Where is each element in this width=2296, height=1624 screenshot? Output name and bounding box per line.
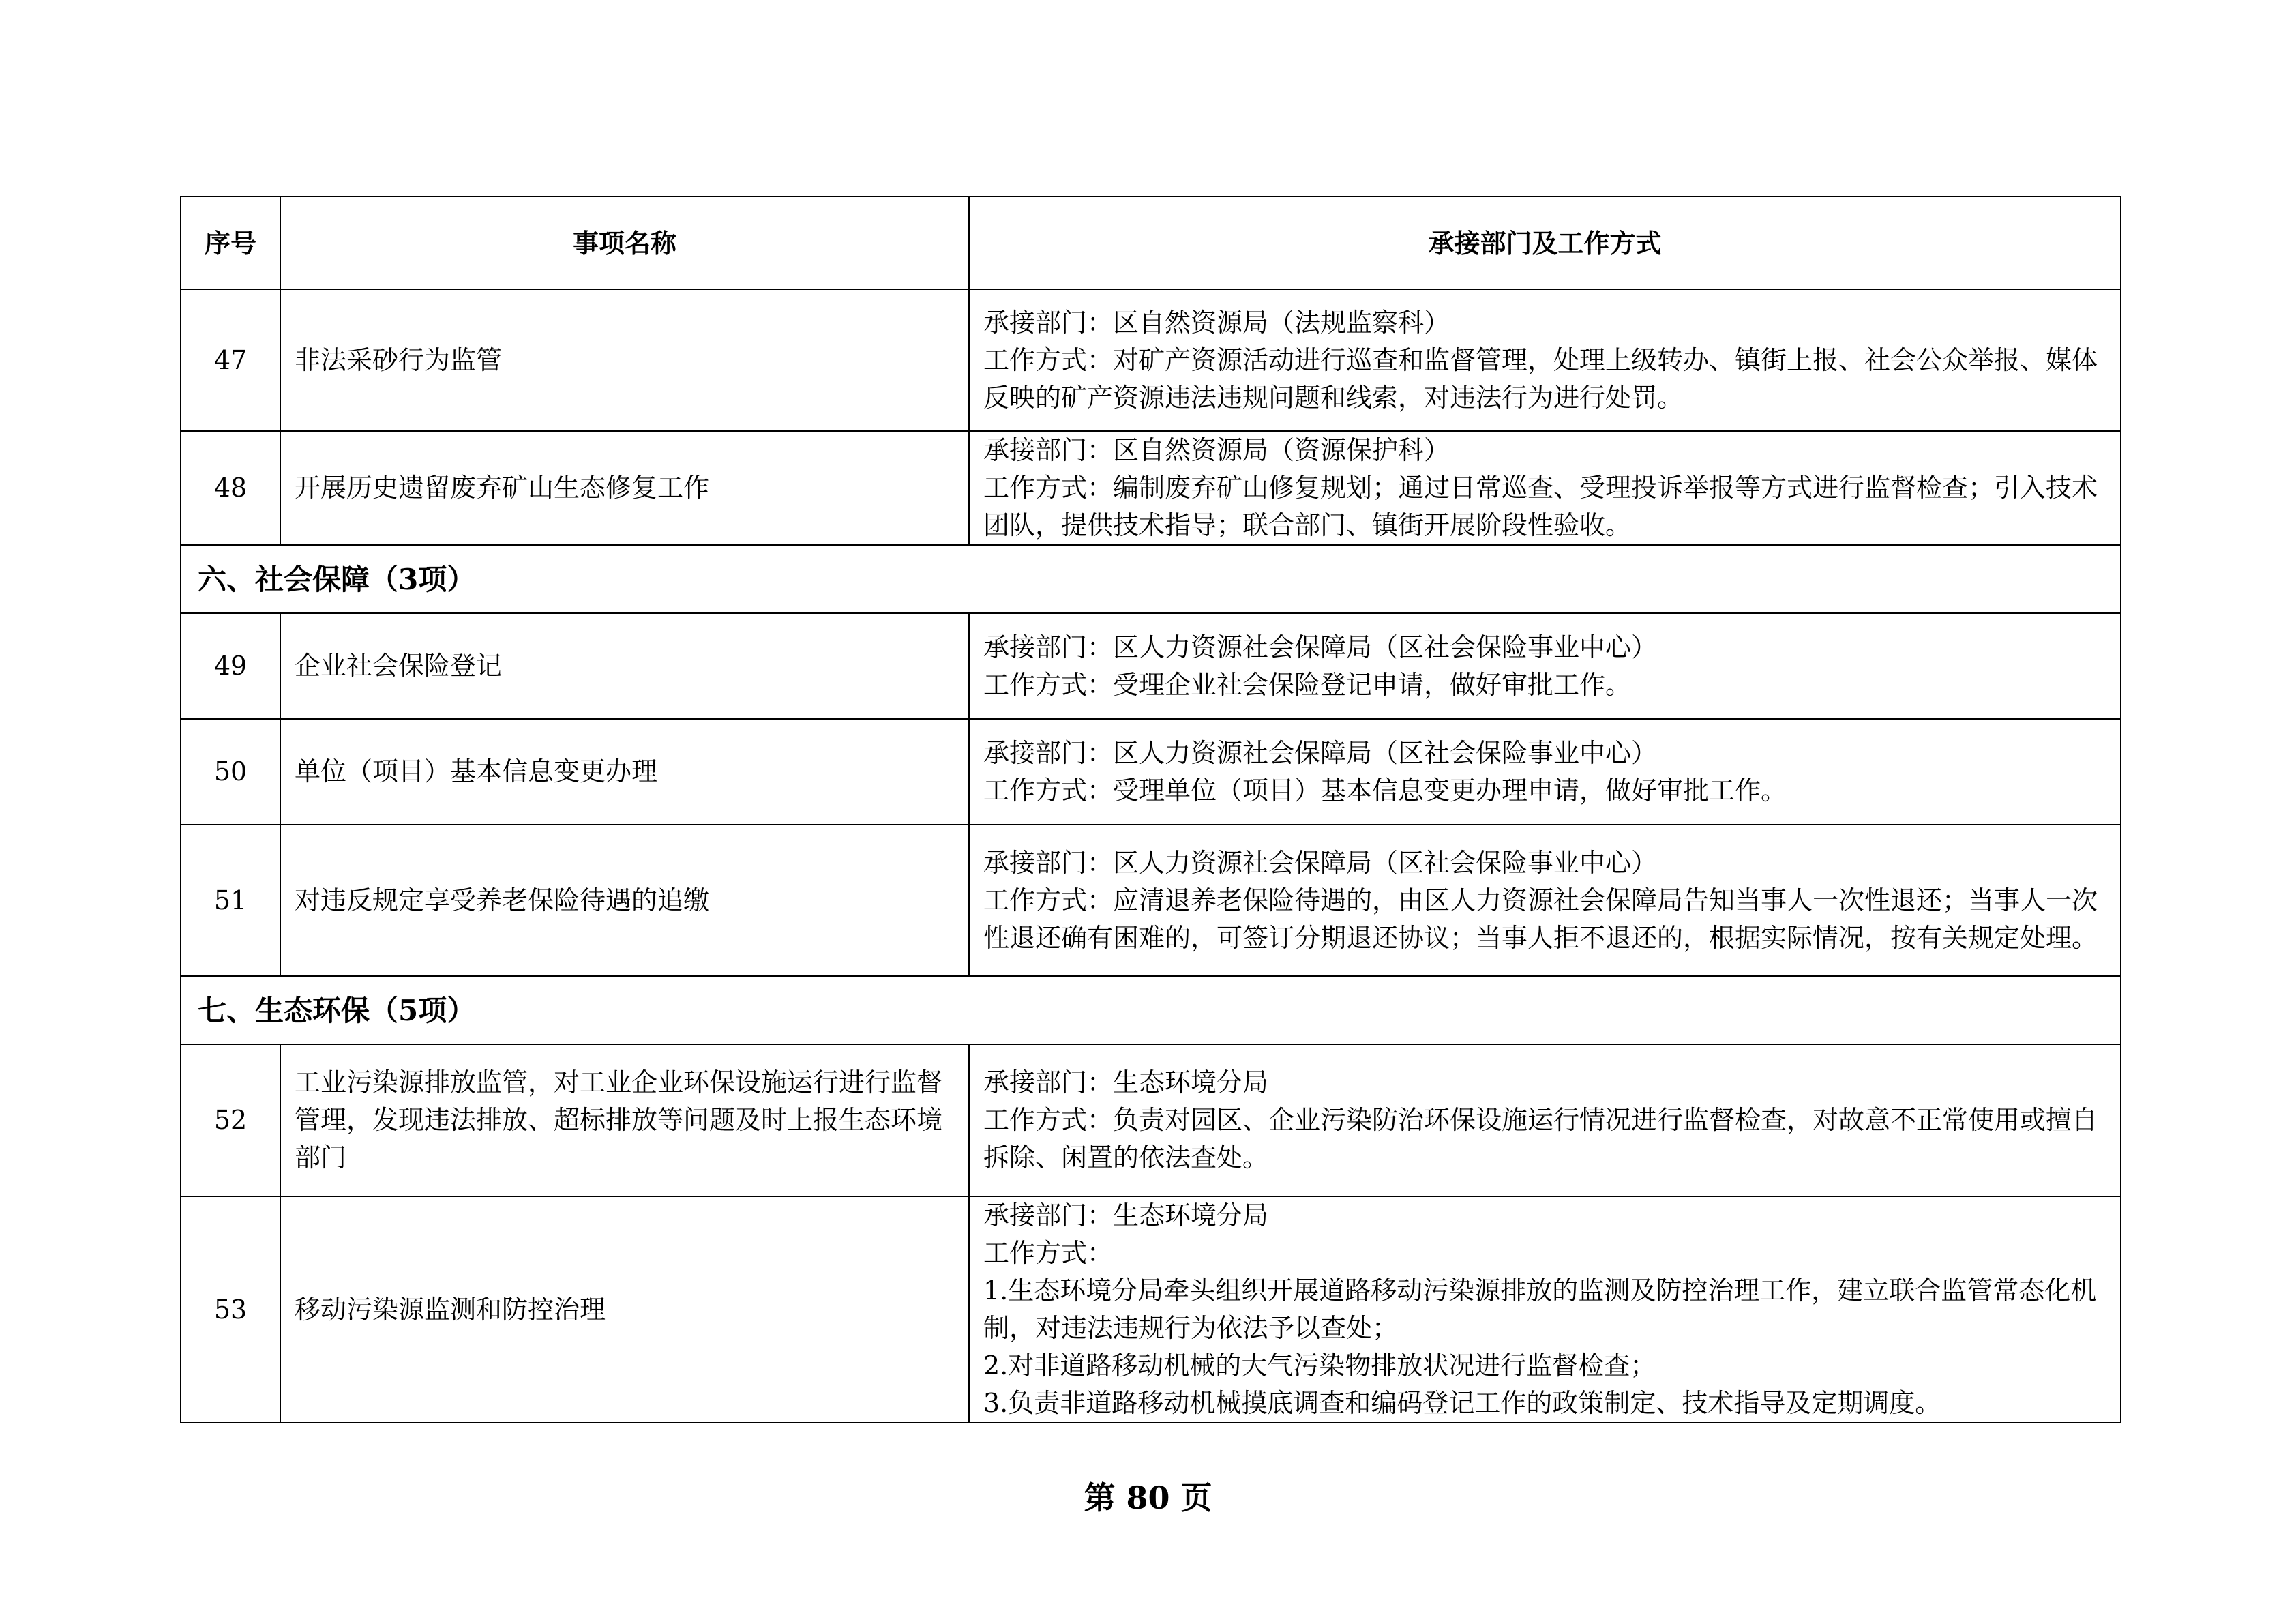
row-number: 47 xyxy=(181,289,280,431)
dept-text: 承接部门：区人力资源社会保障局（区社会保险事业中心） xyxy=(983,847,1658,878)
dept-text: 承接部门：区人力资源社会保障局（区社会保险事业中心） xyxy=(983,632,1658,662)
row-number: 53 xyxy=(181,1196,280,1423)
table-row xyxy=(181,719,2121,825)
row-number: 51 xyxy=(181,825,280,976)
table-row xyxy=(181,1044,2121,1196)
method-text: 工作方式：负责对园区、企业污染防治环保设施运行情况进行监督检查，对故意不正常使用或擅自拆除、闲置的依法查处。 xyxy=(983,1105,2098,1172)
table-row xyxy=(181,613,2121,719)
dept-text: 承接部门：生态环境分局 xyxy=(983,1067,1269,1097)
method-step: 3.负责非道路移动机械摸底调查和编码登记工作的政策制定、技术指导及定期调度。 xyxy=(983,1388,1941,1418)
item-name: 移动污染源监测和防控治理 xyxy=(280,1196,969,1423)
header-dept-method: 承接部门及工作方式 xyxy=(969,196,2121,289)
item-name: 工业污染源排放监管，对工业企业环保设施运行进行监督管理，发现违法排放、超标排放等问题及时上报生态环境部门 xyxy=(280,1044,969,1196)
dept-method-cell xyxy=(969,719,2121,825)
row-number: 52 xyxy=(181,1044,280,1196)
table-row xyxy=(181,1196,2121,1423)
item-name: 非法采砂行为监管 xyxy=(280,289,969,431)
table-row xyxy=(181,431,2121,545)
dept-text: 承接部门：区人力资源社会保障局（区社会保险事业中心） xyxy=(983,737,1658,768)
dept-text: 承接部门：区自然资源局（法规监察科） xyxy=(983,307,1450,338)
dept-method-cell xyxy=(969,289,2121,431)
row-number: 49 xyxy=(181,613,280,719)
dept-text: 承接部门：区自然资源局（资源保护科） xyxy=(983,435,1450,465)
method-step: 2.对非道路移动机械的大气污染物排放状况进行监督检查； xyxy=(983,1350,1656,1381)
header-name: 事项名称 xyxy=(280,196,969,289)
method-text: 工作方式：应清退养老保险待遇的，由区人力资源社会保障局告知当事人一次性退还；当事人一次性退还确有困难的，可签订分期退还协议；当事人拒不退还的，根据实际情况，按有关规定处理。 xyxy=(983,885,2098,953)
dept-method-cell xyxy=(969,431,2121,545)
section-title: 七、生态环保（5项） xyxy=(181,976,2121,1044)
method-text: 工作方式：受理单位（项目）基本信息变更办理申请，做好审批工作。 xyxy=(983,775,1787,806)
matters-table xyxy=(180,196,2121,1423)
table-header-row xyxy=(181,196,2121,289)
item-name: 企业社会保险登记 xyxy=(280,613,969,719)
dept-method-cell xyxy=(969,1196,2121,1423)
method-text: 工作方式：受理企业社会保险登记申请，做好审批工作。 xyxy=(983,669,1632,700)
method-text: 工作方式： xyxy=(983,1238,1114,1268)
item-name: 开展历史遗留废弃矿山生态修复工作 xyxy=(280,431,969,545)
method-text: 工作方式：编制废弃矿山修复规划；通过日常巡查、受理投诉举报等方式进行监督检查；引入技术团队，提供技术指导；联合部门、镇街开展阶段性验收。 xyxy=(983,473,2098,540)
section-row xyxy=(181,545,2121,613)
dept-text: 承接部门：生态环境分局 xyxy=(983,1200,1269,1230)
dept-method-cell xyxy=(969,825,2121,976)
item-name: 单位（项目）基本信息变更办理 xyxy=(280,719,969,825)
dept-method-cell xyxy=(969,1044,2121,1196)
item-name: 对违反规定享受养老保险待遇的追缴 xyxy=(280,825,969,976)
row-number: 48 xyxy=(181,431,280,545)
header-seq: 序号 xyxy=(181,196,280,289)
method-step: 1.生态环境分局牵头组织开展道路移动污染源排放的监测及防控治理工作，建立联合监管常态化机制，对违法违规行为依法予以查处； xyxy=(983,1275,2097,1343)
table-row xyxy=(181,289,2121,431)
page-number: 第 80 页 xyxy=(1084,1479,1212,1516)
row-number: 50 xyxy=(181,719,280,825)
section-title: 六、社会保障（3项） xyxy=(181,545,2121,613)
method-text: 工作方式：对矿产资源活动进行巡查和监督管理，处理上级转办、镇街上报、社会公众举报、媒体反映的矿产资源违法违规问题和线索，对违法行为进行处罚。 xyxy=(983,344,2098,413)
dept-method-cell xyxy=(969,613,2121,719)
section-row xyxy=(181,976,2121,1044)
table-row xyxy=(181,825,2121,976)
